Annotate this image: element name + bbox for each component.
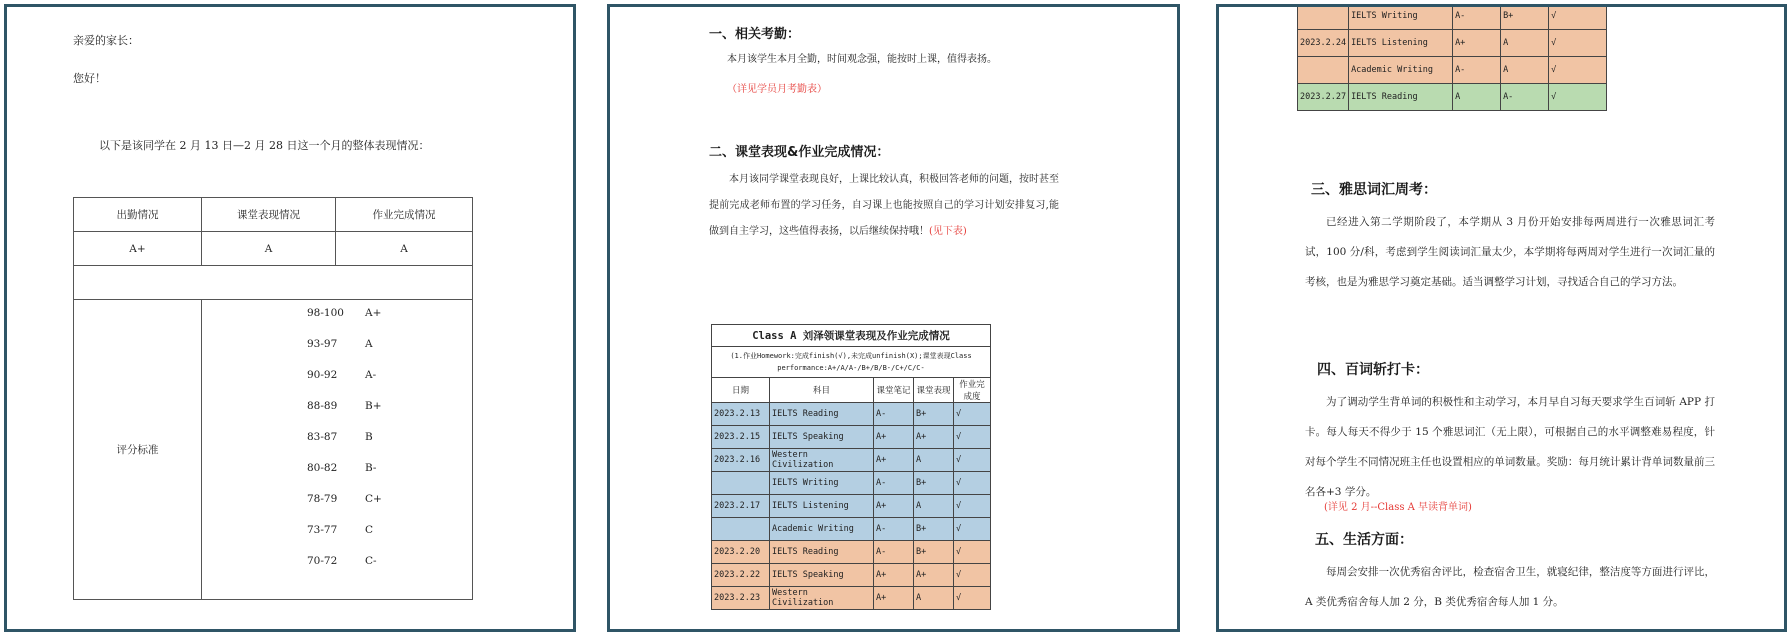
grade-letter: A+ [365, 307, 382, 319]
cell-subject: Western Civilization [770, 587, 874, 610]
cell-perf: A [914, 495, 954, 518]
report-page-1 [4, 4, 576, 632]
value-class-performance: A [202, 232, 336, 266]
cell-notes: A+ [874, 564, 914, 587]
cell-date: 2023.2.13 [712, 403, 770, 426]
value-homework: A [336, 232, 473, 266]
cell-hw: √ [954, 403, 991, 426]
header-attendance: 出勤情况 [74, 198, 202, 232]
table-row [712, 541, 991, 564]
col-subject: 科目 [770, 378, 874, 403]
cell-hw: √ [954, 541, 991, 564]
section2-title: 二、课堂表现&作业完成情况： [709, 145, 890, 160]
grade-range: 93-97 [307, 338, 338, 350]
cell-date [1298, 4, 1349, 30]
grade-letter: C- [365, 555, 377, 567]
cell-hw: √ [1549, 4, 1607, 30]
grade-range: 90-92 [307, 369, 338, 381]
header-homework: 作业完成情况 [336, 198, 473, 232]
grade-range: 80-82 [307, 462, 338, 474]
cell-hw: √ [954, 449, 991, 472]
grade-range: 70-72 [307, 555, 338, 567]
table-row [1298, 57, 1607, 84]
grade-range: 78-79 [307, 493, 338, 505]
cell-perf: A [1501, 30, 1549, 57]
cell-date [712, 518, 770, 541]
section1-note: （详见学员月考勤表） [727, 84, 827, 95]
cell-date: 2023.2.27 [1298, 84, 1349, 111]
table-row [712, 472, 991, 495]
grade-letter: A- [365, 369, 377, 381]
table-row [1298, 4, 1607, 30]
cell-date: 2023.2.17 [712, 495, 770, 518]
cell-date: 2023.2.15 [712, 426, 770, 449]
report-page-2 [607, 4, 1180, 632]
value-attendance: A+ [74, 232, 202, 266]
table-row [712, 426, 991, 449]
section5-text: 每周会安排一次优秀宿舍评比，检查宿舍卫生，就寝纪律，整洁度等方面进行评比，A 类优秀宿舍每人加 2 分，B 类优秀宿舍每人加 1 分。 [1305, 566, 1715, 608]
section4-title: 四、百词斩打卡： [1317, 362, 1429, 378]
cell-subject: IELTS Speaking [770, 426, 874, 449]
col-notes: 课堂笔记 [874, 378, 914, 403]
grade-range: 73-77 [307, 524, 338, 536]
cell-perf: A- [1501, 84, 1549, 111]
cell-date: 2023.2.20 [712, 541, 770, 564]
criteria-label: 评分标准 [74, 300, 202, 600]
cell-subject: IELTS Listening [770, 495, 874, 518]
cell-hw: √ [1549, 84, 1607, 111]
class-performance-table-continued [1297, 4, 1607, 111]
cell-notes: A [1453, 84, 1501, 111]
cell-hw: √ [1549, 57, 1607, 84]
report-page-3 [1216, 4, 1787, 632]
section1-title: 一、相关考勤： [709, 27, 801, 42]
cell-perf: A+ [914, 426, 954, 449]
table-row [712, 518, 991, 541]
cell-perf: A [1501, 57, 1549, 84]
cell-subject: IELTS Reading [1349, 84, 1453, 111]
cell-subject: IELTS Listening [1349, 30, 1453, 57]
cell-perf: A [914, 449, 954, 472]
section2-body: 本月该同学课堂表现良好，上课比较认真，积极回答老师的问题，按时甚至提前完成老师布置的学习任务，自习课上也能按照自己的学习计划安排复习,能做到自主学习，这些值得表扬，以后继续保持哦！ [709, 174, 1059, 237]
header-class-performance: 课堂表现情况 [202, 198, 336, 232]
cell-date: 2023.2.22 [712, 564, 770, 587]
col-date: 日期 [712, 378, 770, 403]
cell-notes: A- [874, 472, 914, 495]
cell-notes: A+ [874, 495, 914, 518]
table-row [1298, 84, 1607, 111]
summary-table [73, 197, 473, 600]
grade-letter: B- [365, 462, 377, 474]
cell-subject: IELTS Writing [770, 472, 874, 495]
grade-letter: C+ [365, 493, 382, 505]
section5-title: 五、生活方面： [1315, 532, 1413, 548]
cell-subject: Academic Writing [1349, 57, 1453, 84]
section2-note: (见下表) [929, 226, 967, 237]
cell-subject: IELTS Speaking [770, 564, 874, 587]
cell-hw: √ [954, 495, 991, 518]
cell-notes: A- [1453, 4, 1501, 30]
cell-notes: A- [874, 541, 914, 564]
cell-perf: B+ [914, 472, 954, 495]
intro-text: 以下是该同学在 2 月 13 日—2 月 28 日这一个月的整体表现情况： [99, 139, 430, 152]
cell-hw: √ [954, 587, 991, 610]
cell-subject: Western Civilization [770, 449, 874, 472]
section1-text: 本月该学生本月全勤，时间观念强，能按时上课，值得表扬。 [727, 54, 997, 65]
grade-range: 88-89 [307, 400, 338, 412]
table-row [712, 564, 991, 587]
grade-range: 83-87 [307, 431, 338, 443]
cell-subject: IELTS Reading [770, 541, 874, 564]
greeting: 亲爱的家长： [73, 34, 139, 47]
cell-hw: √ [1549, 30, 1607, 57]
cell-notes: A+ [1453, 30, 1501, 57]
cell-notes: A+ [874, 449, 914, 472]
cell-date: 2023.2.24 [1298, 30, 1349, 57]
hello: 您好！ [73, 72, 106, 85]
cell-perf: A+ [914, 564, 954, 587]
col-performance: 课堂表现 [914, 378, 954, 403]
table-row [712, 587, 991, 610]
table-title: Class A 刘泽领课堂表现及作业完成情况 [712, 325, 991, 347]
cell-notes: A- [1453, 57, 1501, 84]
cell-subject: IELTS Reading [770, 403, 874, 426]
cell-date [1298, 57, 1349, 84]
cell-perf: B+ [1501, 4, 1549, 30]
cell-date [712, 472, 770, 495]
cell-notes: A- [874, 518, 914, 541]
section4-text: 为了调动学生背单词的积极性和主动学习，本月早自习每天要求学生百词斩 APP 打卡。每人每天不得少于 15 个雅思词汇（无上限），可根据自己的水平调整难易程度，针对每个学生不同情况班主任也设置相应的单词数量。奖励：每月统计累计背单词数量前三名各+3 学分。 [1305, 396, 1715, 498]
class-performance-table [711, 324, 991, 610]
cell-hw: √ [954, 564, 991, 587]
table-row [1298, 30, 1607, 57]
col-homework: 作业完成度 [954, 378, 991, 403]
cell-date: 2023.2.16 [712, 449, 770, 472]
table-row [712, 495, 991, 518]
cell-notes: A- [874, 403, 914, 426]
grade-letter: A [365, 338, 373, 350]
cell-date: 2023.2.23 [712, 587, 770, 610]
grade-letter: C [365, 524, 374, 536]
table-row [712, 403, 991, 426]
section3-title: 三、雅思词汇周考： [1311, 182, 1437, 198]
cell-notes: A+ [874, 587, 914, 610]
section3-text: 已经进入第二学期阶段了，本学期从 3 月份开始安排每两周进行一次雅思词汇考试，100 分/科，考虑到学生阅读词汇量太少，本学期将每两周对学生进行一次词汇量的考核，也是为雅思学习奠定基础。适当调整学习计划，寻找适合自己的学习方法。 [1305, 216, 1715, 288]
table-row [712, 449, 991, 472]
cell-perf: A [914, 587, 954, 610]
cell-notes: A+ [874, 426, 914, 449]
table-note: (1.作业Homework:完成finish(√),未完成unfinish(X);课堂表现Class performance:A+/A/A-/B+/B/B-/C+/C/C- [712, 347, 991, 378]
section4-note: (详见 2 月--Class A 早读背单词) [1324, 502, 1472, 513]
cell-subject: IELTS Writing [1349, 4, 1453, 30]
cell-hw: √ [954, 472, 991, 495]
cell-perf: B+ [914, 403, 954, 426]
cell-subject: Academic Writing [770, 518, 874, 541]
grade-letter: B [365, 431, 373, 443]
grade-range: 98-100 [307, 307, 344, 319]
cell-hw: √ [954, 426, 991, 449]
cell-hw: √ [954, 518, 991, 541]
cell-perf: B+ [914, 518, 954, 541]
section2-text [709, 167, 1059, 245]
grade-letter: B+ [365, 400, 382, 412]
cell-perf: B+ [914, 541, 954, 564]
spacer-row [74, 266, 473, 300]
